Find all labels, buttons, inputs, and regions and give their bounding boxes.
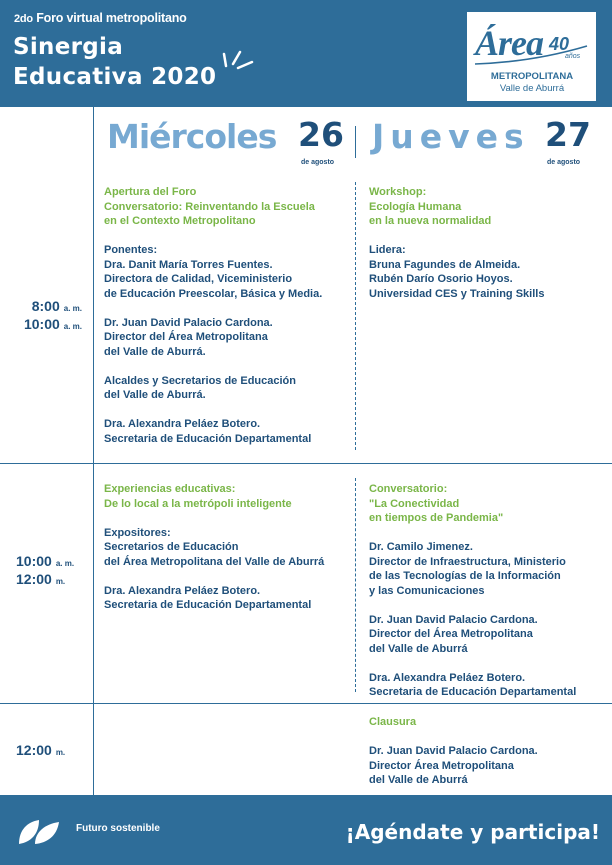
time-slot-2	[16, 553, 74, 589]
day-number-27: 27	[545, 115, 591, 154]
ordinal: 2do	[14, 13, 33, 25]
speaker-entry	[104, 316, 322, 360]
speaker-entry	[104, 540, 324, 569]
logo-word: Área	[475, 23, 543, 63]
time-slot-1	[24, 298, 82, 334]
row-divider-2	[0, 703, 612, 704]
session-title	[104, 482, 324, 511]
title-line: en tiempos de Pandemia"	[369, 512, 504, 524]
time-start: 12:00	[16, 742, 52, 758]
text-line: de las Tecnologías de la Información	[369, 570, 561, 582]
speaker-entry	[369, 540, 576, 598]
text-line: Director del Área Metropolitana	[369, 628, 533, 640]
title-line: Clausura	[369, 716, 417, 728]
day-month-wednesday: de agosto	[301, 159, 335, 166]
time-end: 10:00	[23, 316, 60, 332]
logo-number: 40	[549, 34, 570, 54]
sparkle-icon	[222, 44, 256, 70]
speaker-entry	[369, 258, 544, 302]
time-suffix: m.	[55, 577, 66, 586]
session-closing	[369, 715, 538, 788]
footer-banner	[0, 795, 612, 865]
text-line: Dra. Danit María Torres Fuentes.	[104, 258, 273, 271]
session-title	[369, 715, 538, 730]
supertitle-text: Foro virtual metropolitano	[32, 11, 187, 25]
day-name-thursday: Jueves	[372, 117, 530, 156]
text-line: Secretarios de Educación	[104, 541, 239, 553]
footer-call-to-action: ¡Agéndate y participa!	[345, 820, 600, 844]
text-line: del Área Metropolitana del Valle de Aburrá	[104, 555, 325, 568]
session-title	[369, 185, 544, 229]
time-suffix: a. m.	[55, 559, 75, 568]
time-suffix: m.	[55, 748, 66, 757]
time-start: 8:00	[31, 298, 60, 314]
day-name-wednesday: Miércoles	[107, 117, 277, 156]
text-line: Directora de Calidad, Viceministerio	[104, 273, 293, 285]
timeline-divider	[93, 107, 94, 795]
header-banner	[0, 0, 612, 107]
column-divider-2	[355, 478, 356, 692]
title-line: Conversatorio:	[369, 483, 448, 495]
logo-line-1: METROPOLITANA	[490, 71, 574, 82]
session-title	[104, 185, 322, 229]
speaker-entry	[369, 613, 576, 657]
text-line: Alcaldes y Secretarios de Educación	[104, 374, 296, 387]
session-connectivity	[369, 482, 576, 700]
row-divider-1	[0, 463, 612, 464]
session-opening	[104, 185, 322, 446]
session-experiences	[104, 482, 324, 613]
area-metropolitana-logo	[467, 12, 596, 101]
footer-tagline: Futuro sostenible	[76, 823, 160, 834]
session-title	[369, 482, 576, 526]
text-line: Universidad CES y Training Skills	[369, 287, 545, 300]
text-line: Secretaria de Educación Departamental	[104, 432, 312, 445]
time-start: 10:00	[16, 553, 52, 569]
day-number-26: 26	[298, 115, 344, 154]
text-line: Dr. Juan David Palacio Cardona.	[369, 745, 538, 757]
title-line-1: Sinergia	[13, 34, 124, 60]
logo-line-2: Valle de Aburrá	[499, 83, 565, 94]
text-line: del Valle de Aburrá.	[104, 345, 206, 358]
text-line: Dra. Alexandra Peláez Botero.	[104, 418, 261, 430]
session-workshop	[369, 185, 544, 301]
text-line: Director Área Metropolitana	[369, 759, 514, 772]
speaker-entry	[104, 374, 322, 403]
speaker-entry	[104, 417, 322, 446]
text-line: Rubén Darío Osorio Hoyos.	[369, 273, 513, 285]
speaker-entry	[369, 744, 538, 788]
text-line: Dra. Alexandra Peláez Botero.	[104, 584, 261, 597]
logo-years: años	[565, 53, 581, 60]
text-line: Dr. Juan David Palacio Cardona.	[369, 613, 538, 626]
speakers-label: Ponentes:	[104, 244, 158, 256]
text-line: y las Comunicaciones	[369, 584, 485, 597]
title-line: "La Conectividad	[369, 497, 460, 510]
text-line: del Valle de Aburrá.	[104, 389, 206, 401]
time-suffix: a. m.	[63, 322, 82, 331]
title-line: Workshop:	[369, 186, 427, 198]
title-line: De lo local a la metrópoli inteligente	[104, 497, 292, 510]
time-suffix: a. m.	[63, 304, 82, 313]
speaker-entry	[369, 671, 576, 700]
text-line: Dr. Juan David Palacio Cardona.	[104, 316, 273, 329]
text-line: Secretaria de Educación Departamental	[369, 686, 577, 698]
event-supertitle	[14, 11, 187, 25]
day-month-thursday: de agosto	[547, 159, 581, 166]
title-line: Experiencias educativas:	[104, 483, 236, 495]
text-line: del Valle de Aburrá	[369, 642, 468, 655]
text-line: Secretaria de Educación Departamental	[104, 599, 312, 611]
time-end: 12:00	[16, 571, 52, 587]
speaker-entry	[104, 584, 324, 613]
text-line: Dra. Alexandra Peláez Botero.	[369, 671, 526, 684]
title-line: Apertura del Foro	[104, 186, 197, 198]
title-line: en el Contexto Metropolitano	[104, 215, 256, 227]
text-line: Director del Área Metropolitana	[104, 331, 268, 343]
text-line: Dr. Camilo Jimenez.	[369, 541, 473, 553]
speaker-entry	[104, 258, 322, 302]
lead-label: Lidera:	[369, 244, 406, 256]
text-line: Director de Infraestructura, Ministerio	[369, 555, 566, 568]
presenters-label: Expositores:	[104, 526, 171, 539]
title-line: Ecología Humana	[369, 200, 462, 213]
column-divider-1	[355, 182, 356, 450]
time-slot-3	[16, 742, 65, 760]
text-line: del Valle de Aburrá	[369, 774, 468, 786]
title-line: en la nueva normalidad	[369, 215, 492, 227]
leaves-icon	[17, 818, 63, 846]
day-separator	[355, 126, 356, 158]
text-line: de Educación Preescolar, Básica y Media.	[104, 287, 323, 300]
title-line: Conversatorio: Reinventando la Escuela	[104, 200, 315, 213]
title-line-2: Educativa 2020	[13, 64, 217, 90]
event-title	[13, 32, 216, 92]
text-line: Bruna Fagundes de Almeida.	[369, 258, 521, 271]
